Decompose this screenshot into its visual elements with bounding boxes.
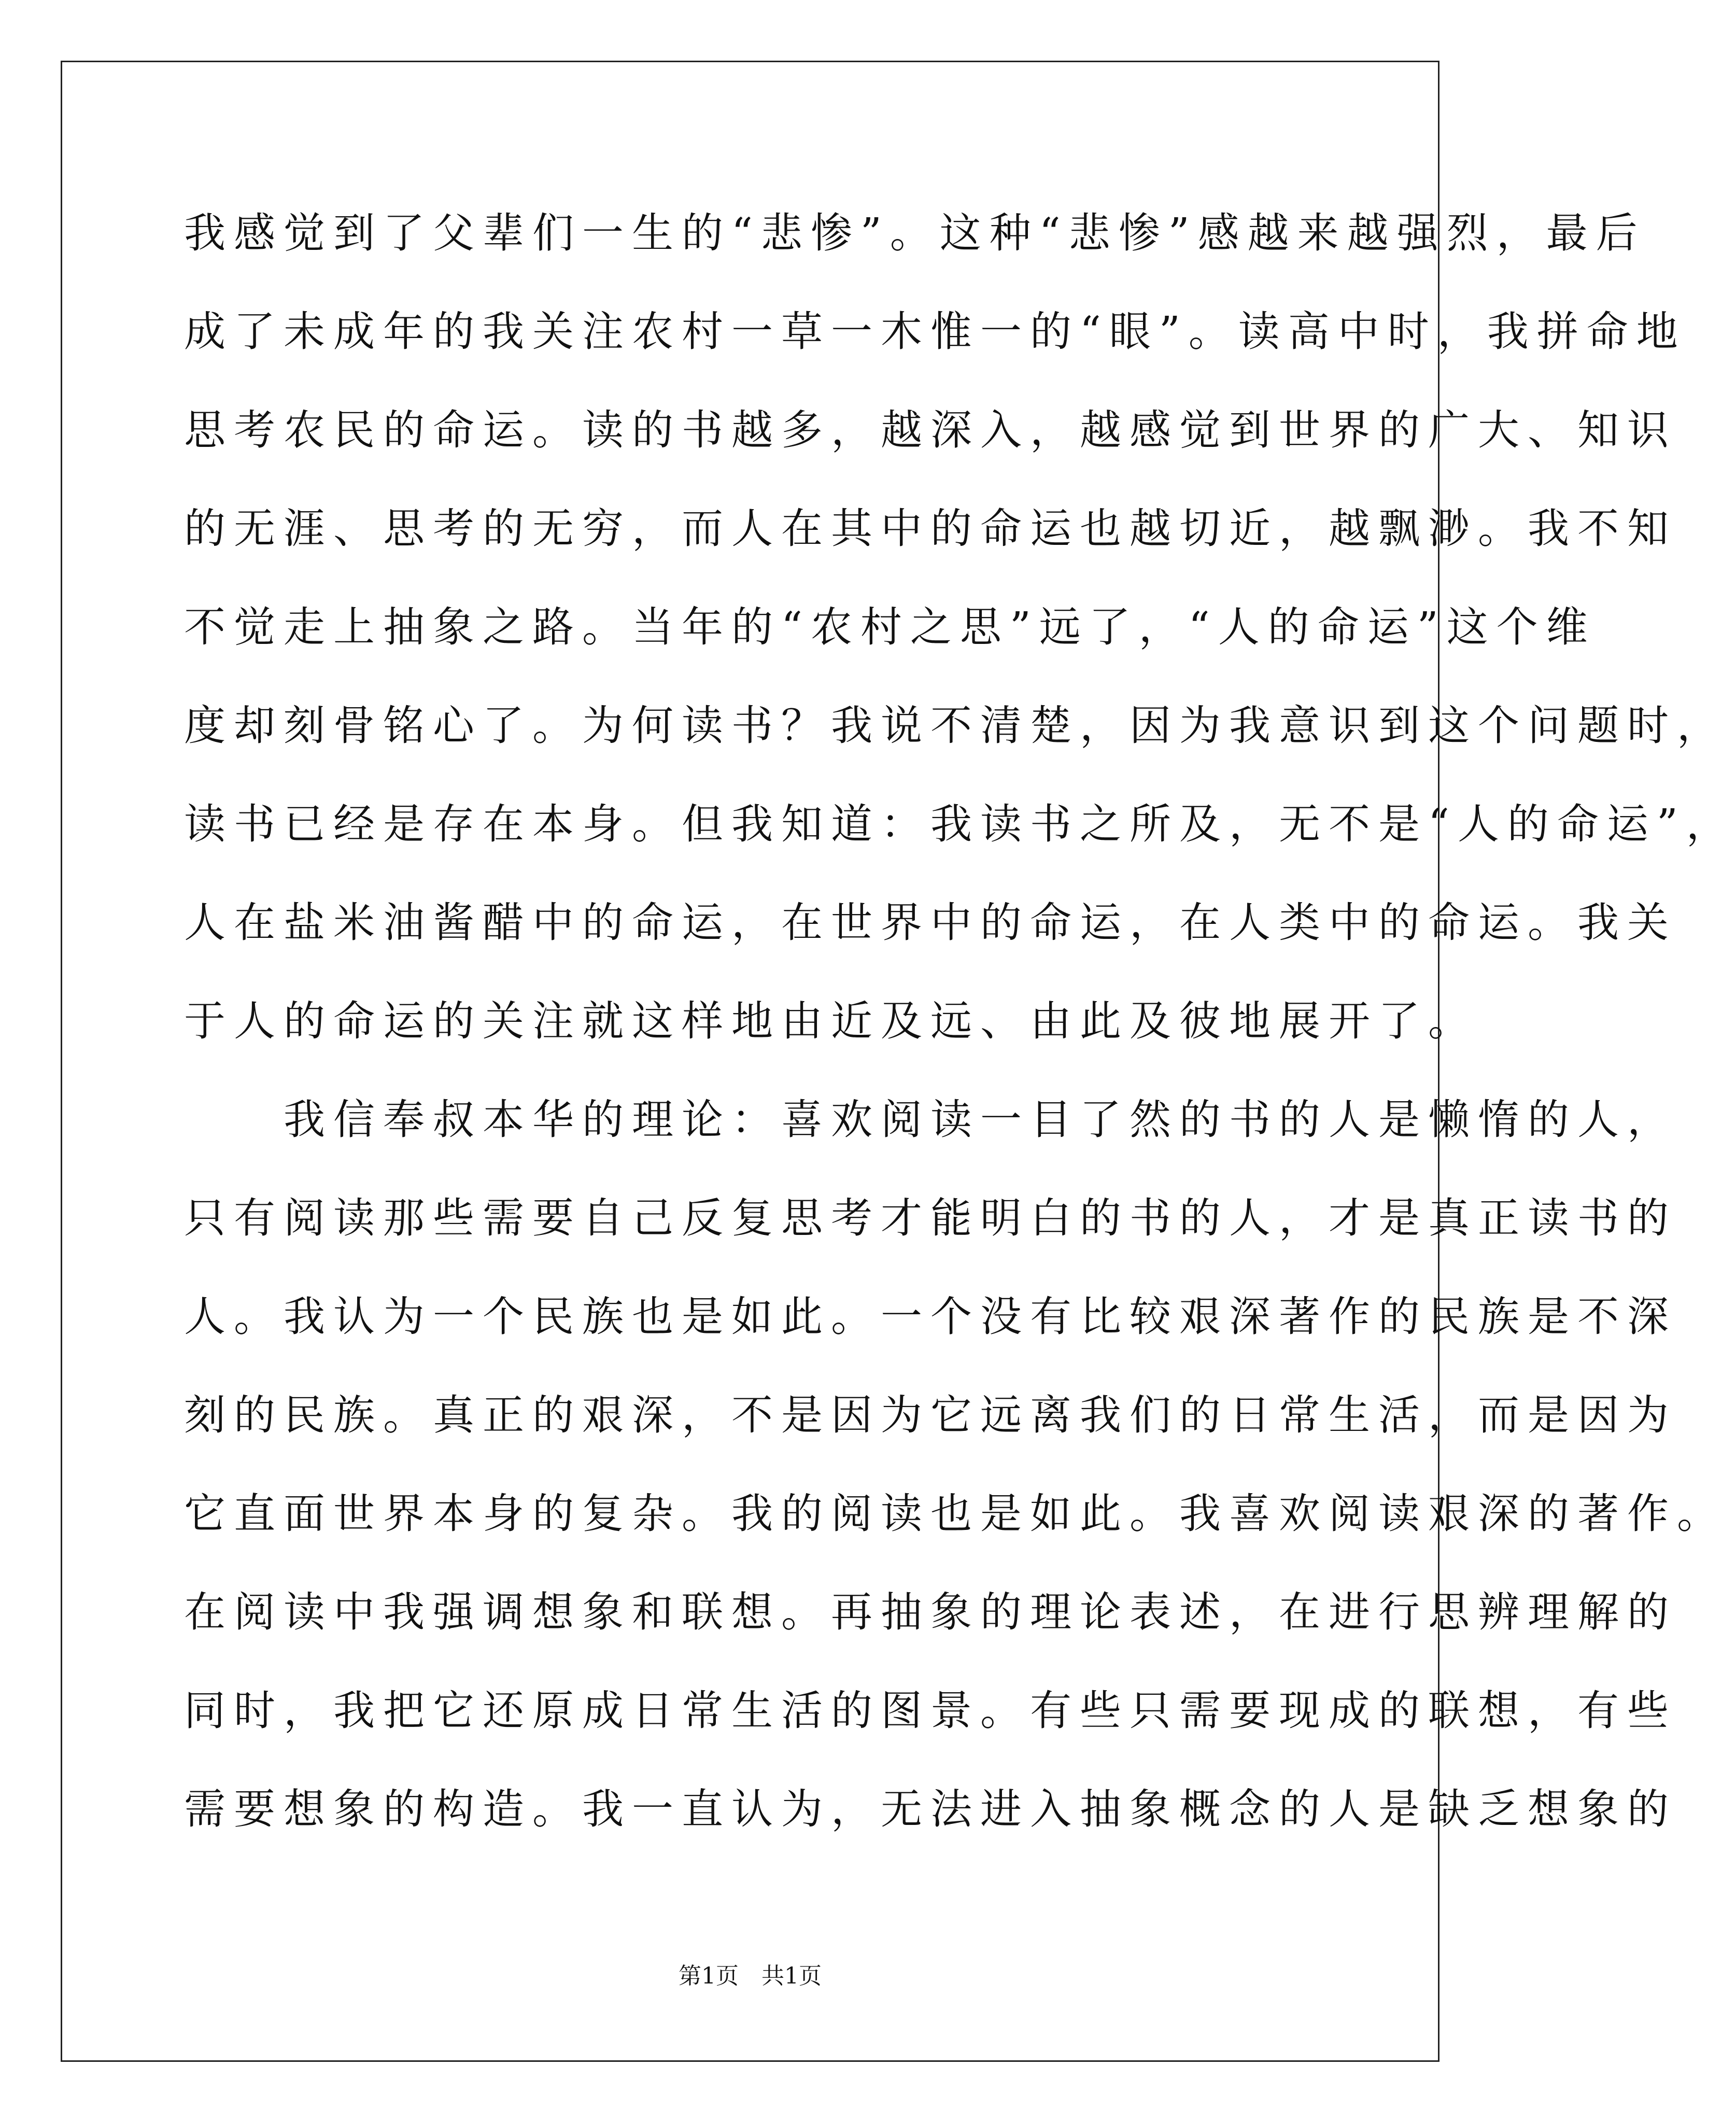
text-line: 的无涯、思考的无穷，而人在其中的命运也越切近，越飘渺。我不知 xyxy=(184,504,1677,553)
text-line: 只有阅读那些需要自己反复思考才能明白的书的人，才是真正读书的 xyxy=(184,1194,1677,1242)
text-line: 读书已经是存在本身。但我知道：我读书之所及，无不是“人的命运”， xyxy=(184,800,1736,848)
text-line: 不觉走上抽象之路。当年的“农村之思”远了，“人的命运”这个维 xyxy=(184,603,1596,651)
document-body xyxy=(184,184,1736,1859)
text-line: 它直面世界本身的复杂。我的阅读也是如此。我喜欢阅读艰深的著作。 xyxy=(184,1489,1727,1538)
text-line: 在阅读中我强调想象和联想。再抽象的理论表述，在进行思辨理解的 xyxy=(184,1588,1677,1636)
text-line: 度却刻骨铭心了。为何读书？我说不清楚，因为我意识到这个问题时， xyxy=(184,701,1727,750)
text-line: 我感觉到了父辈们一生的“悲惨”。这种“悲惨”感越来越强烈，最后 xyxy=(184,209,1646,257)
text-line: 人在盐米油酱醋中的命运，在世界中的命运，在人类中的命运。我关 xyxy=(184,898,1677,947)
text-line: 需要想象的构造。我一直认为，无法进入抽象概念的人是缺乏想象的 xyxy=(184,1785,1677,1833)
text-line: 人。我认为一个民族也是如此。一个没有比较艰深著作的民族是不深 xyxy=(184,1292,1677,1341)
text-line: 成了未成年的我关注农村一草一木惟一的“眼”。读高中时，我拼命地 xyxy=(184,307,1686,356)
text-line: 刻的民族。真正的艰深，不是因为它远离我们的日常生活，而是因为 xyxy=(184,1391,1677,1439)
text-line: 同时，我把它还原成日常生活的图景。有些只需要现成的联想，有些 xyxy=(184,1687,1677,1735)
text-line: 思考农民的命运。读的书越多，越深入，越感觉到世界的广大、知识 xyxy=(184,406,1677,454)
text-line: 于人的命运的关注就这样地由近及远、由此及彼地展开了。 xyxy=(184,997,1478,1045)
text-line: 我信奉叔本华的理论：喜欢阅读一目了然的书的人是懒惰的人， xyxy=(184,1095,1677,1144)
page-number-footer: 第1页 共1页 xyxy=(679,1963,822,1989)
